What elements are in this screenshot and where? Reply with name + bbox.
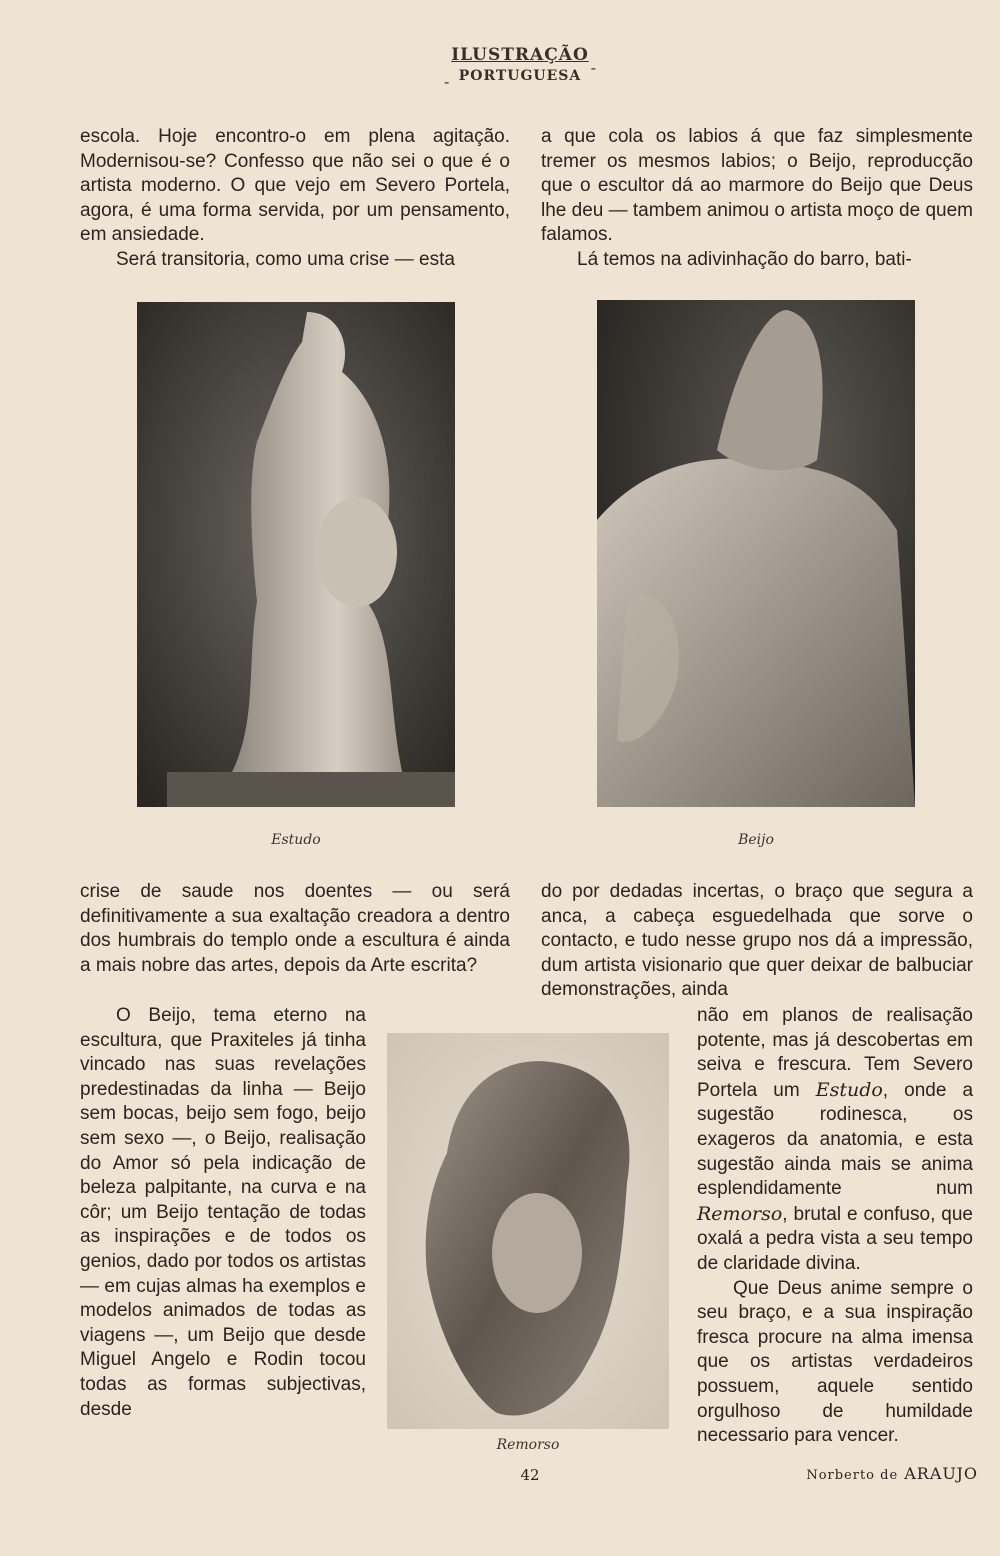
text-run: não em planos de realisação potente, mas já descobertas em seiva e frescura. Tem Severo Portela um xyxy=(697,1005,973,1101)
masthead-logo xyxy=(440,44,600,94)
caption-beijo: Beijo xyxy=(738,832,774,848)
text-run: , brutal e confuso, que oxalá a pedra vista a seu tempo de claridade divina. xyxy=(697,1203,973,1274)
photo-remorso xyxy=(387,1033,669,1429)
paragraph: O Beijo, tema eterno na escultura, que Praxiteles já tinha vincado nas suas revelações predestinadas da linha — Beijo sem bocas, beijo sem fogo, beijo sem sexo —, o Beijo, realisação do Amor só pela indicação de beleza palpitante, na curva e na côr; um Beijo tentação de todas as inspirações e de todos os genios, dado por todos os artistas — em cujas almas ha exemplos e modelos animados de todas as viagens —, um Beijo que desde Miguel Angelo e Rodin tocou todas as formas subjectivas, desde xyxy=(80,1005,366,1420)
column-top-right xyxy=(541,125,973,273)
photo-estudo xyxy=(137,302,455,807)
masthead-line1: ILUSTRAÇÃO xyxy=(451,45,589,65)
italic-title-remorso: Remorso xyxy=(697,1202,783,1225)
column-narrow-left xyxy=(80,1004,366,1422)
masthead-dash-right: - xyxy=(590,58,596,77)
paragraph: Será transitoria, como uma crise — esta xyxy=(116,248,455,270)
author-signature xyxy=(806,1464,978,1483)
paragraph: a que cola os labios á que faz simplesmente tremer os mesmos labios; o Beijo, reproducção que o escultor dá ao marmore do Beijo que Deus lhe deu — tambem animou o artista moço de quem falamos. xyxy=(541,126,973,246)
page-number: 42 xyxy=(520,1466,540,1484)
paragraph: Lá temos na adivinhação do barro, bati- xyxy=(577,248,912,270)
masthead-dash-left: - xyxy=(444,72,450,91)
column-mid-right xyxy=(541,880,973,1003)
paragraph: crise de saude nos doentes — ou será definitivamente a sua exaltação creadora a dentro dos humbrais do templo onde a escultura é ainda a mais nobre das artes, depois da Arte escrita? xyxy=(80,881,510,976)
author-given-name: Norberto de xyxy=(806,1468,899,1483)
column-narrow-right xyxy=(697,1004,973,1449)
paragraph: escola. Hoje encontro-o em plena agitação. Modernisou-se? Confesso que não sei o que é o artista moderno. O que vejo em Severo Portela, agora, é uma forma servida, por um pensamento, em ansiedade. xyxy=(80,126,510,246)
italic-title-estudo: Estudo xyxy=(815,1078,883,1101)
column-top-left xyxy=(80,125,510,273)
column-mid-left xyxy=(80,880,510,978)
text-run: , onde a sugestão rodinesca, os exageros da anatomia, e esta sugestão ainda mais se anima esplendidamente num xyxy=(697,1079,974,1200)
caption-remorso: Remorso xyxy=(496,1437,560,1453)
paragraph xyxy=(697,1004,973,1277)
photo-beijo xyxy=(597,300,915,807)
paragraph: do por dedadas incertas, o braço que segura a anca, a cabeça esguedelhada que sorve o contacto, e tudo nesse grupo nos dá a impressão, dum artista visionario que quer deixar de balbuciar demonstrações, ainda xyxy=(541,881,973,1001)
paragraph: Que Deus anime sempre o seu braço, e a sua inspiração fresca procure na alma imensa que os artistas verdadeiros possuem, aquele sentido orgulhoso de humildade necessario para vencer. xyxy=(697,1277,973,1447)
caption-estudo: Estudo xyxy=(271,832,321,848)
author-surname: ARAUJO xyxy=(904,1464,978,1483)
masthead-line2: PORTUGUESA xyxy=(458,68,582,84)
